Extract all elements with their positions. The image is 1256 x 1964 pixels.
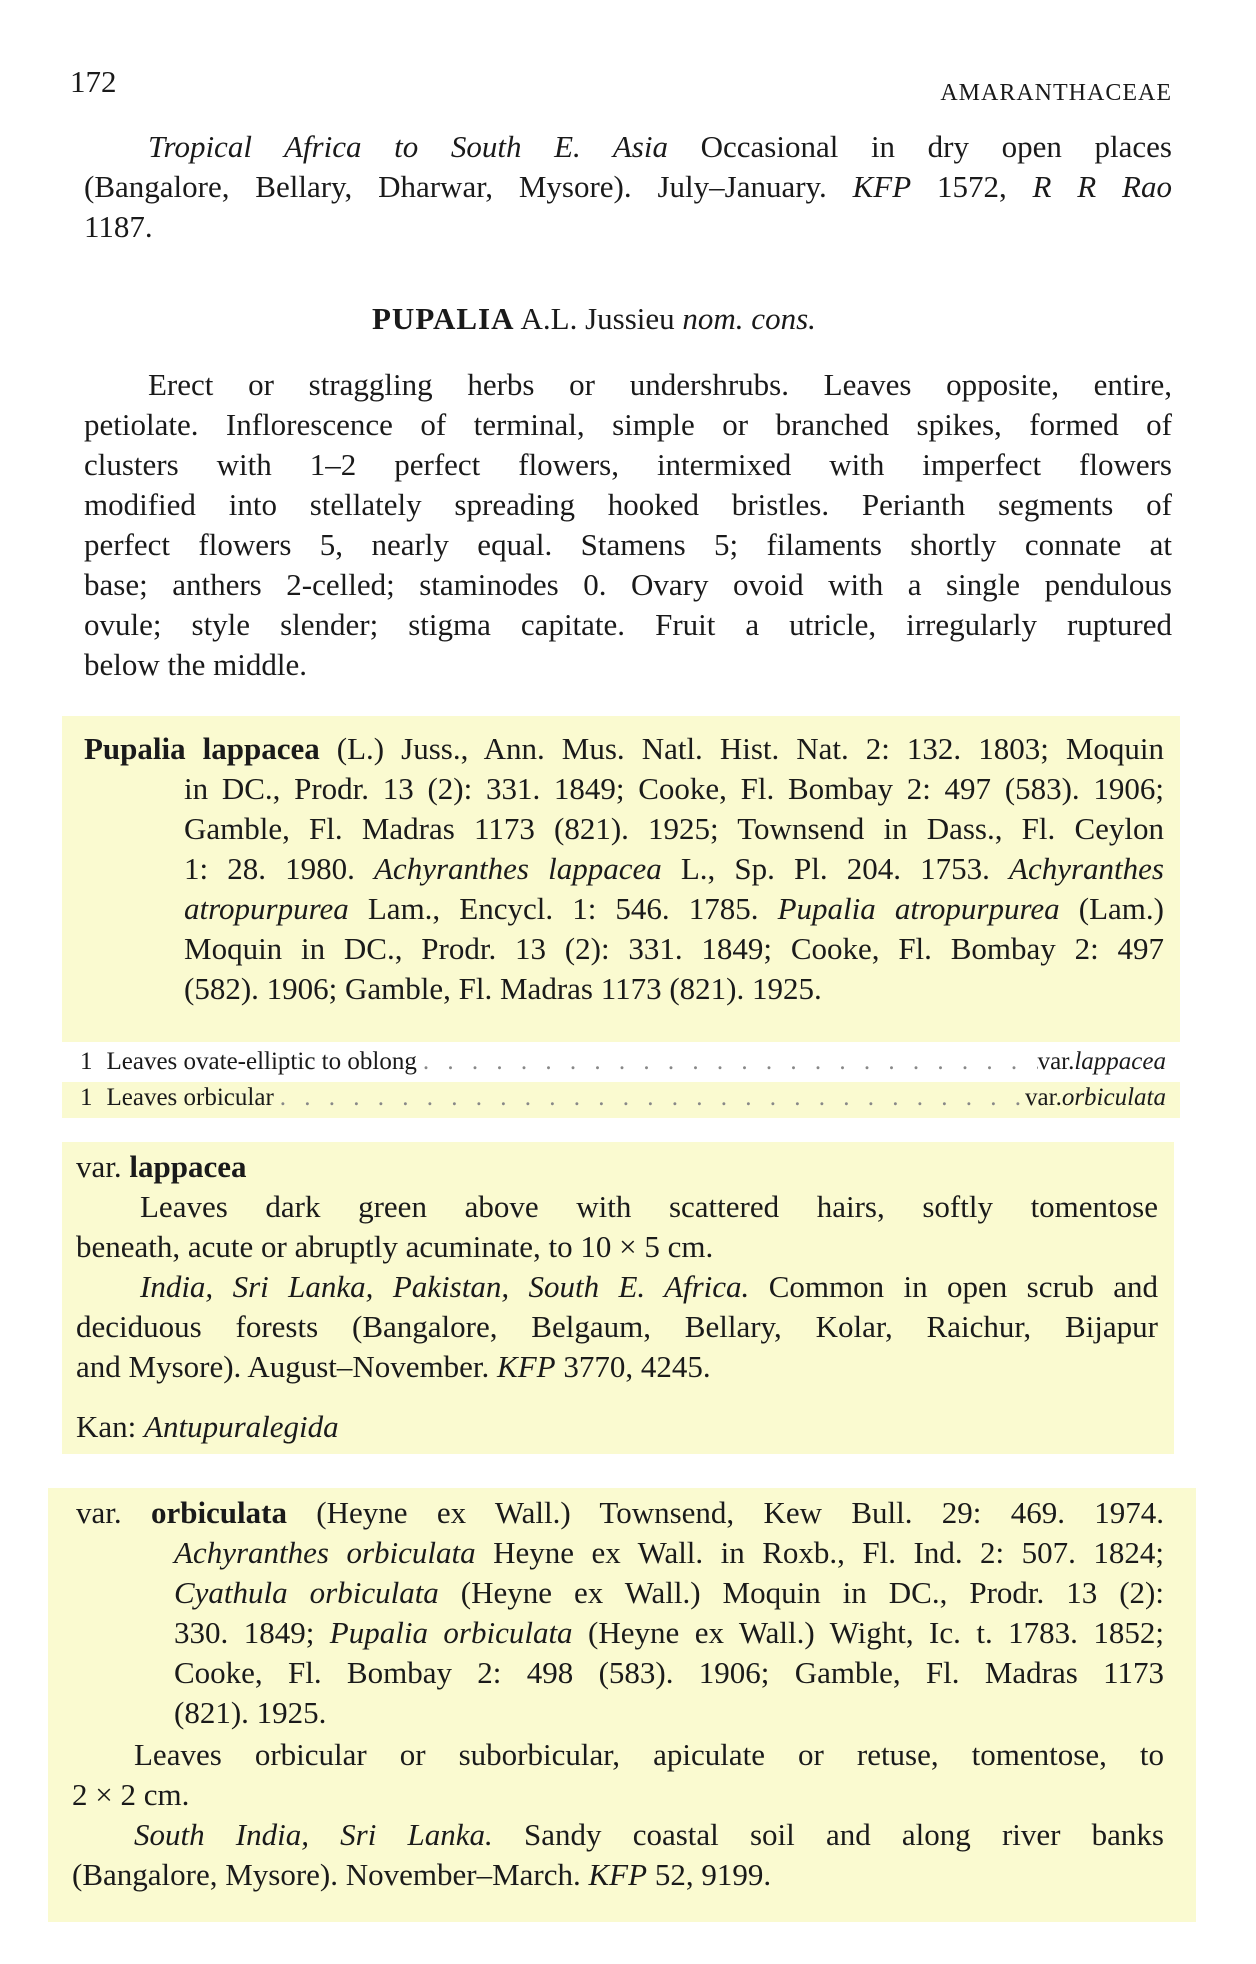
species-line-1: Pupalia lappacea (L.) Juss., Ann. Mus. Natl. Hist. Nat. 2: 132. 1803; Moquin (84, 731, 1164, 766)
variety-name: lappacea (129, 1149, 247, 1184)
genus-name: PUPALIA (372, 301, 515, 336)
description-line: ovule; style slender; stigma capitate. Fruit a utricle, irregularly ruptured (84, 607, 1172, 642)
species-line-7: (582). 1906; Gamble, Fl. Madras 1173 (821). 1925. (184, 971, 822, 1006)
var-orbiculata-desc-1: Leaves orbicular or suborbicular, apiculate or retuse, tomentose, to (134, 1737, 1164, 1772)
var-orbiculata-habitat-2: (Bangalore, Mysore). November–March. KFP 52, 9199. (72, 1857, 772, 1892)
description-line: modified into stellately spreading hooked bristles. Perianth segments of (84, 487, 1172, 522)
variety-name: orbiculata (150, 1495, 287, 1530)
description-line: Erect or straggling herbs or undershrubs. Leaves opposite, entire, (148, 367, 1172, 402)
description-line: base; anthers 2-celled; staminodes 0. Ovary ovoid with a single pendulous (84, 567, 1172, 602)
page-number: 172 (70, 64, 117, 99)
description-line: petiolate. Inflorescence of terminal, simple or branched spikes, formed of (84, 407, 1172, 442)
species-line-4: 1: 28. 1980. Achyranthes lappacea L., Sp. Pl. 204. 1753. Achyranthes (184, 851, 1164, 886)
var-orbiculata-line-5: Cooke, Fl. Bombay 2: 498 (583). 1906; Gamble, Fl. Madras 1173 (174, 1655, 1164, 1690)
key-leader-dots (274, 1082, 1025, 1114)
intro-line-1: Tropical Africa to South E. Asia Occasional in dry open places (148, 129, 1172, 164)
var-orbiculata-line-1: var. orbiculata (Heyne ex Wall.) Townsend, Kew Bull. 29: 469. 1974. (76, 1495, 1165, 1530)
key-variety: lappacea (1074, 1048, 1166, 1075)
vernacular-name: Kan: Antupuralegida (76, 1409, 339, 1444)
key-text: Leaves ovate-elliptic to oblong (106, 1048, 417, 1075)
key-variety: orbiculata (1061, 1084, 1166, 1111)
species-line-3: Gamble, Fl. Madras 1173 (821). 1925; Townsend in Dass., Fl. Ceylon (184, 811, 1164, 846)
var-orbiculata-distribution: South India, Sri Lanka. (134, 1817, 493, 1852)
key-number: 1 (80, 1048, 93, 1075)
key-row: 1 Leaves ovate-elliptic to oblong . . . var. lappacea (80, 1046, 1166, 1078)
description-line: clusters with 1–2 perfect flowers, intermixed with imperfect flowers (84, 447, 1172, 482)
var-orbiculata-line-2: Achyranthes orbiculata Heyne ex Wall. in Roxb., Fl. Ind. 2: 507. 1824; (174, 1535, 1164, 1570)
key-text: Leaves orbicular (106, 1084, 274, 1111)
var-lappacea-distribution: India, Sri Lanka, Pakistan, South E. Africa. (140, 1269, 750, 1304)
species-name: Pupalia lappacea (84, 731, 320, 766)
genus-heading: PUPALIA A.L. Jussieu nom. cons. (372, 301, 816, 336)
species-line-5: atropurpurea Lam., Encycl. 1: 546. 1785. Pupalia atropurpurea (Lam.) (184, 891, 1164, 926)
species-line-6: Moquin in DC., Prodr. 13 (2): 331. 1849; Cooke, Fl. Bombay 2: 497 (184, 931, 1164, 966)
intro-distribution: Tropical Africa to South E. Asia (148, 129, 668, 164)
description-line: perfect flowers 5, nearly equal. Stamens 5; filaments shortly connate at (84, 527, 1172, 562)
genus-status: nom. cons. (682, 301, 816, 336)
var-lappacea-habitat-1: India, Sri Lanka, Pakistan, South E. Africa. Common in open scrub and (140, 1269, 1158, 1304)
var-orbiculata-line-3: Cyathula orbiculata (Heyne ex Wall.) Moquin in DC., Prodr. 13 (2): (174, 1575, 1164, 1610)
var-orbiculata-habitat-1: South India, Sri Lanka. Sandy coastal soil and along river banks (134, 1817, 1164, 1852)
var-lappacea-desc-2: beneath, acute or abruptly acuminate, to 10 × 5 cm. (76, 1229, 714, 1264)
running-head: AMARANTHACEAE (940, 80, 1172, 106)
key-leader-dots (417, 1046, 1038, 1078)
var-lappacea-desc-1: Leaves dark green above with scattered hairs, softly tomentose (140, 1189, 1158, 1224)
var-lappacea-habitat-3: and Mysore). August–November. KFP 3770, 4245. (76, 1349, 711, 1384)
species-line-2: in DC., Prodr. 13 (2): 331. 1849; Cooke, Fl. Bombay 2: 497 (583). 1906; (184, 771, 1164, 806)
var-orbiculata-desc-2: 2 × 2 cm. (72, 1777, 190, 1812)
description-line: below the middle. (84, 647, 307, 682)
var-lappacea-habitat-2: deciduous forests (Bangalore, Belgaum, Bellary, Kolar, Raichur, Bijapur (76, 1309, 1158, 1344)
var-orbiculata-line-6: (821). 1925. (174, 1695, 327, 1730)
var-lappacea-heading: var. lappacea (76, 1149, 247, 1184)
var-orbiculata-line-4: 330. 1849; Pupalia orbiculata (Heyne ex Wall.) Wight, Ic. t. 1783. 1852; (174, 1615, 1164, 1650)
key-number: 1 (80, 1084, 93, 1111)
key-row: 1 Leaves orbicular . . . var. orbiculata (80, 1082, 1166, 1114)
intro-line-2: (Bangalore, Bellary, Dharwar, Mysore). July–January. KFP 1572, R R Rao (84, 169, 1172, 204)
intro-line-3: 1187. (84, 209, 153, 244)
